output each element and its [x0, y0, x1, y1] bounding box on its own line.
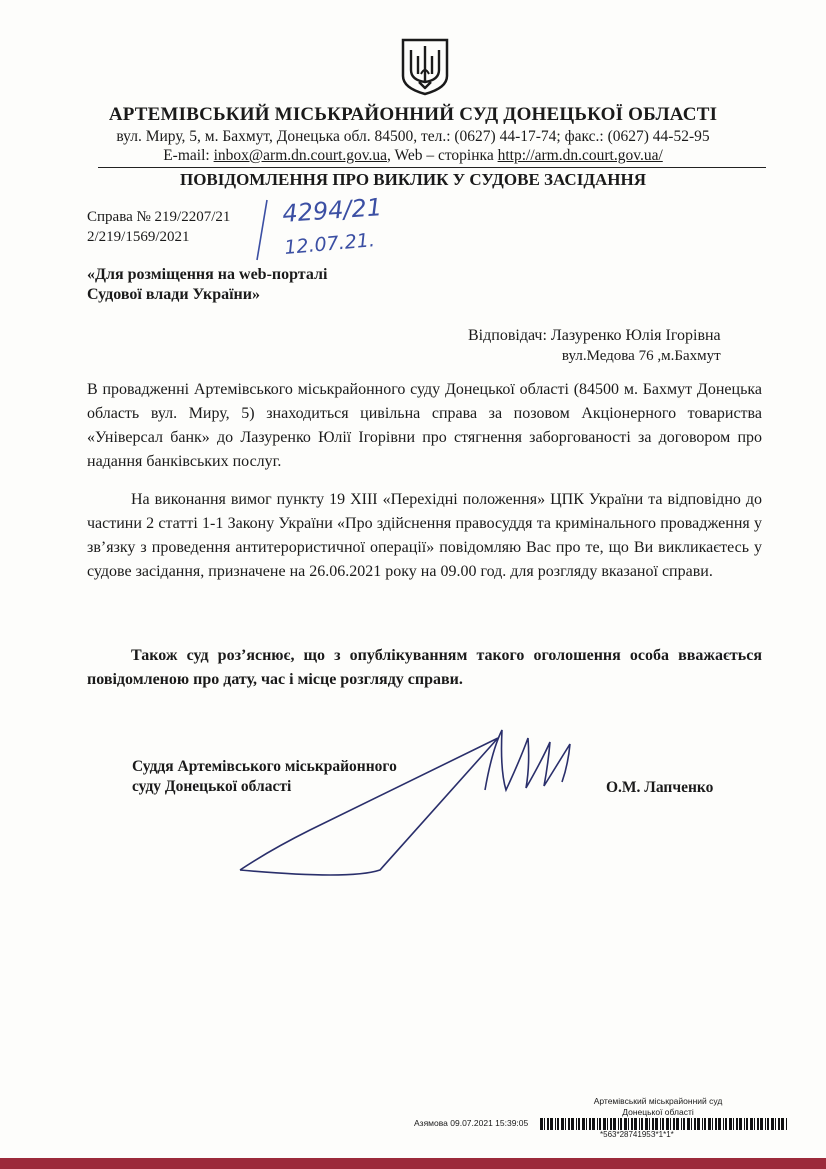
barcode-bar — [641, 1118, 643, 1130]
email-link[interactable]: inbox@arm.dn.court.gov.ua — [213, 147, 387, 164]
barcode-bar — [655, 1118, 658, 1130]
body-paragraph-summons: На виконання вимог пункту 19 ХІІІ «Перехідні положення» ЦПК України та відповідно до частини 2 статті 1-1 Закону України «Про здійснення правосуддя та кримінального провадження у зв’язку з проведення антитерористичної операції» повідомляю Вас про те, що Ви викликаєтесь у судове засідання, призначене на 26.06.2021 року на 09.00 год. для розгляду вказаної справи. — [87, 491, 762, 580]
barcode-bar — [702, 1118, 703, 1130]
barcode-bar — [744, 1118, 745, 1130]
barcode-bar — [666, 1118, 669, 1130]
barcode-bar — [631, 1118, 633, 1130]
barcode-bar — [687, 1118, 690, 1130]
barcode-bar — [628, 1118, 629, 1130]
barcode-icon — [540, 1118, 790, 1130]
respondent-block — [468, 326, 721, 366]
body-paragraph-notice: Також суд роз’яснює, що з опублікуванням такого оголошення особа вважається повідомленою про дату, час і місце розгляду справи. — [87, 647, 762, 688]
barcode-bar — [578, 1118, 580, 1130]
barcode-bar — [607, 1118, 608, 1130]
barcode-bar — [576, 1118, 577, 1130]
barcode-bar — [652, 1118, 654, 1130]
judge-name: О.М. Лапченко — [606, 779, 714, 796]
barcode-bar — [712, 1118, 713, 1130]
barcode-bar — [660, 1118, 661, 1130]
barcode-bar — [670, 1118, 671, 1130]
registry-meta: Азямова 09.07.2021 15:39:05 — [414, 1118, 529, 1128]
barcode-bar — [725, 1118, 727, 1130]
body-paragraph-case: В провадженні Артемівського міськрайонного суду Донецької області (84500 м. Бахмут Донецька область вул. Миру, 5) знаходиться цивільна справа за позовом Акціонерного товариства «Універсал банк» до Лазуренко Юлії Ігорівни про стягнення заборгованості за договором про надання банківських послуг. — [87, 381, 762, 470]
barcode-bar — [733, 1118, 734, 1130]
barcode-bar — [610, 1118, 612, 1130]
barcode-bar — [586, 1118, 587, 1130]
barcode-bar — [571, 1118, 574, 1130]
barcode-bar — [645, 1118, 648, 1130]
web-label: , Web – сторінка — [387, 147, 498, 164]
barcode-bar — [592, 1118, 595, 1130]
proceeding-number: 2/219/1569/2021 — [87, 229, 190, 245]
trident-emblem-icon — [399, 36, 451, 96]
barcode-bar — [568, 1118, 570, 1130]
barcode-bar — [603, 1118, 606, 1130]
barcode-bar — [555, 1118, 556, 1130]
barcode-bar — [561, 1118, 564, 1130]
barcode-bar — [624, 1118, 627, 1130]
handwritten-date: 12.07.21. — [283, 229, 376, 259]
barcode-bar — [739, 1118, 742, 1130]
barcode-bar — [708, 1118, 711, 1130]
case-number: Справа № 219/2207/21 — [87, 209, 231, 225]
court-title: АРТЕМІВСЬКИЙ МІСЬКРАЙОННИЙ СУД ДОНЕЦЬКОЇ ОБЛАСТІ — [108, 104, 718, 125]
barcode-bar — [662, 1118, 664, 1130]
barcode-bar — [723, 1118, 724, 1130]
registry-court-line-2: Донецької області — [622, 1107, 694, 1117]
notice-title: ПОВІДОМЛЕННЯ ПРО ВИКЛИК У СУДОВЕ ЗАСІДАННЯ — [179, 170, 647, 189]
barcode-bar — [597, 1118, 598, 1130]
judge-title-line-2: суду Донецької області — [132, 778, 292, 795]
barcode-bar — [746, 1118, 748, 1130]
respondent-address: вул.Медова 76 ,м.Бахмут — [561, 348, 721, 364]
barcode-bar — [618, 1118, 619, 1130]
barcode-bar — [729, 1118, 732, 1130]
barcode-bar — [697, 1118, 700, 1130]
barcode-bar — [683, 1118, 685, 1130]
barcode-bar — [540, 1118, 543, 1130]
barcode-bar — [760, 1118, 763, 1130]
barcode-bar — [694, 1118, 696, 1130]
barcode-bar — [613, 1118, 616, 1130]
barcode-bar — [547, 1118, 549, 1130]
case-numbers — [87, 207, 230, 247]
handwritten-registration-mark — [255, 190, 405, 265]
barcode-bar — [673, 1118, 675, 1130]
respondent-name: Відповідач: Лазуренко Юлія Ігорівна — [468, 327, 721, 344]
scan-edge-band — [0, 1158, 826, 1169]
email-label: E-mail: — [163, 147, 214, 164]
barcode-bar — [649, 1118, 650, 1130]
barcode-bar — [765, 1118, 766, 1130]
barcode-bar — [550, 1118, 553, 1130]
barcode-bar — [754, 1118, 755, 1130]
court-contacts — [0, 147, 826, 165]
barcode-bar — [715, 1118, 717, 1130]
web-link[interactable]: http://arm.dn.court.gov.ua/ — [497, 147, 663, 164]
registry-stamp — [590, 1096, 726, 1118]
publication-note-line-2: Судової влади України» — [87, 286, 260, 303]
barcode-bar — [786, 1118, 787, 1130]
barcode-bar — [681, 1118, 682, 1130]
barcode-bar — [771, 1118, 774, 1130]
publication-note — [87, 265, 327, 305]
barcode-bar — [599, 1118, 601, 1130]
barcode-bar — [589, 1118, 591, 1130]
barcode-bar — [736, 1118, 738, 1130]
publication-note-line-1: «Для розміщення на web-порталі — [87, 266, 328, 283]
barcode-bar — [750, 1118, 753, 1130]
barcode-bar — [620, 1118, 622, 1130]
judge-signature — [230, 720, 590, 880]
barcode-bar — [718, 1118, 721, 1130]
barcode-bar — [767, 1118, 769, 1130]
barcode-bar — [775, 1118, 776, 1130]
barcode-bar — [634, 1118, 637, 1130]
handwritten-reg-number: 4294/21 — [281, 193, 383, 228]
barcode-bar — [639, 1118, 640, 1130]
barcode-bar — [582, 1118, 585, 1130]
barcode-bar — [544, 1118, 545, 1130]
registry-court-line-1: Артемівський міськрайонний суд — [593, 1096, 723, 1106]
barcode-bar — [781, 1118, 784, 1130]
barcode-bar — [704, 1118, 706, 1130]
barcode-text: *563*2874195З*1*1* — [600, 1130, 674, 1139]
barcode-bar — [676, 1118, 679, 1130]
barcode-bar — [565, 1118, 566, 1130]
header-divider — [98, 167, 766, 168]
judge-title-line-1: Суддя Артемівського міськрайонного — [132, 758, 397, 775]
barcode-bar — [557, 1118, 559, 1130]
court-address: вул. Миру, 5, м. Бахмут, Донецька обл. 84500, тел.: (0627) 44-17-74; факс.: (0627) 44-52-95 — [116, 128, 710, 145]
barcode-bar — [691, 1118, 692, 1130]
barcode-bar — [757, 1118, 759, 1130]
barcode-bar — [778, 1118, 780, 1130]
